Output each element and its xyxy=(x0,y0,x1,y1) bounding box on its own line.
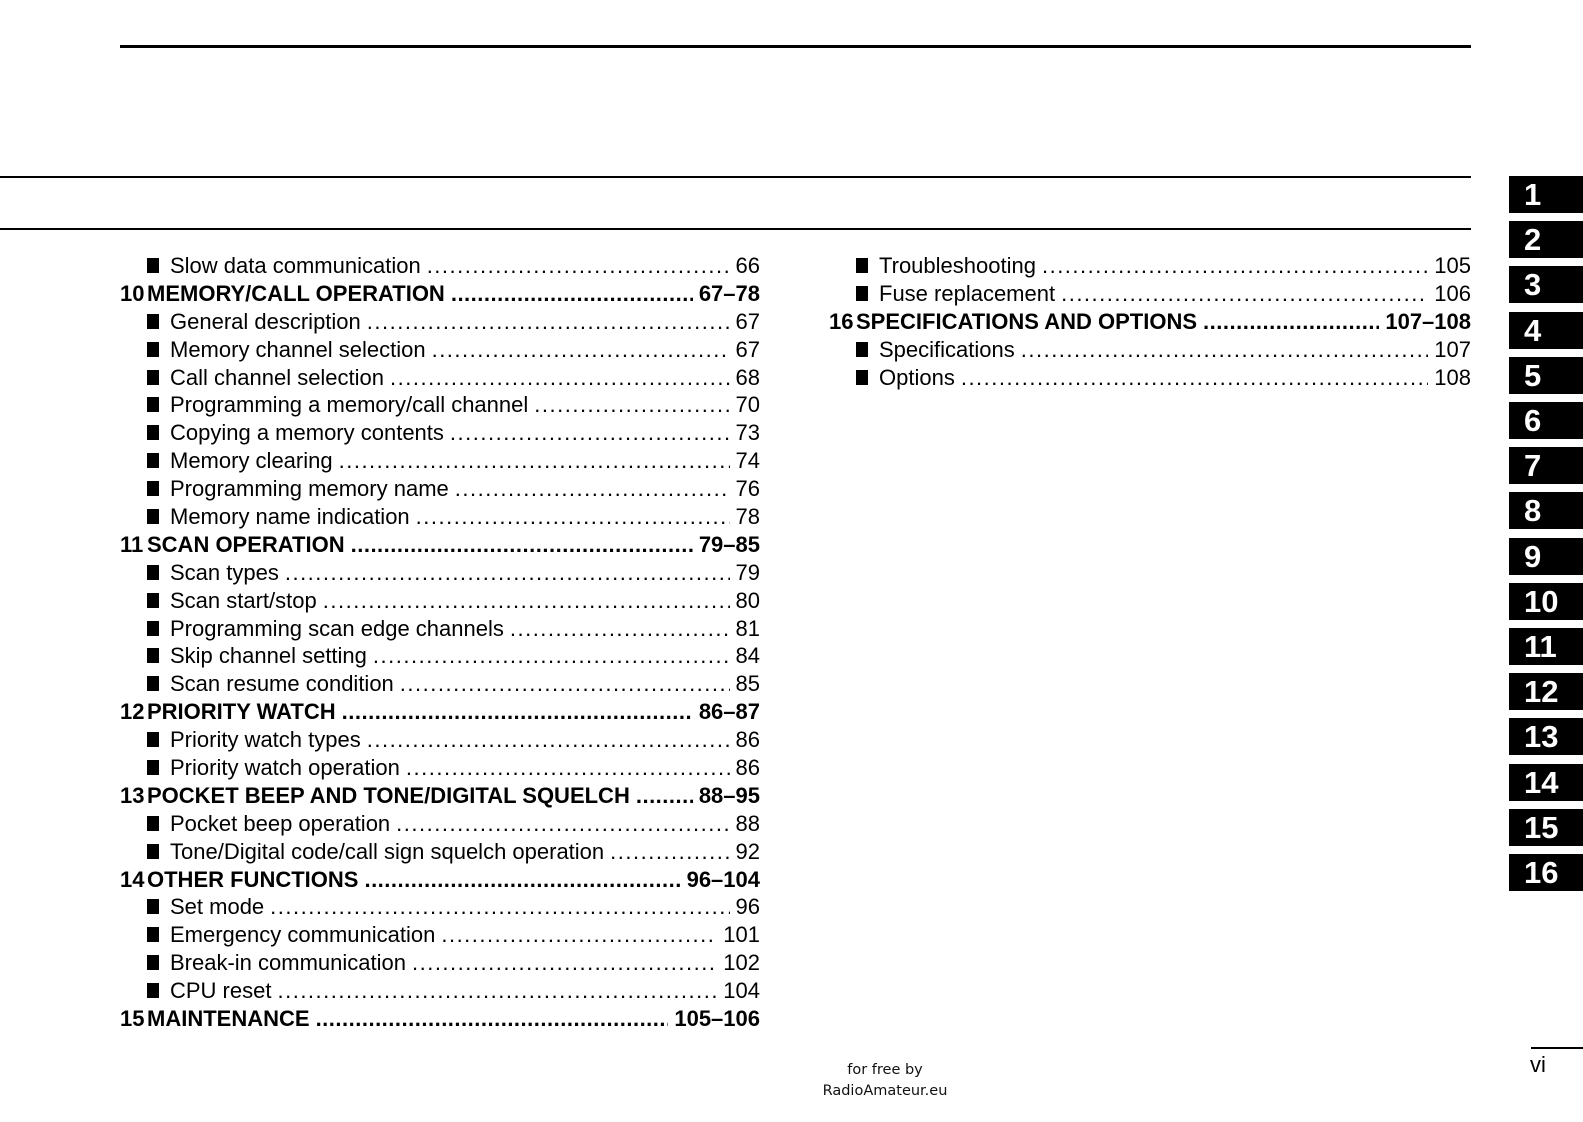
dot-leader xyxy=(961,364,1428,392)
dot-leader xyxy=(510,615,730,643)
section-tab-5[interactable]: 5 xyxy=(1509,357,1583,394)
toc-label: Memory name indication xyxy=(170,504,410,530)
toc-entry[interactable] xyxy=(120,726,760,754)
toc-page-number: 104 xyxy=(723,978,760,1004)
toc-label: Call channel selection xyxy=(170,364,385,390)
dot-leader xyxy=(416,503,730,531)
chapter-number: 11 xyxy=(120,531,144,557)
dot-leader xyxy=(534,391,729,419)
toc-label: MEMORY/CALL OPERATION xyxy=(147,280,445,306)
toc-entry[interactable] xyxy=(120,364,760,392)
toc-page-number: 105 xyxy=(1434,253,1471,278)
square-bullet-icon xyxy=(856,286,868,301)
chapter-number: 13 xyxy=(120,782,145,808)
credit-line-1: for free by xyxy=(847,1062,923,1078)
dot-leader xyxy=(316,1005,669,1033)
dot-leader xyxy=(1203,308,1379,336)
square-bullet-icon xyxy=(147,844,159,859)
toc-page-number: 105–106 xyxy=(674,1006,760,1032)
toc-page-number: 74 xyxy=(735,448,760,474)
toc-page-number: 67–78 xyxy=(698,280,760,306)
dot-leader xyxy=(636,782,693,810)
toc-page-number: 84 xyxy=(735,643,760,669)
toc-label: PRIORITY WATCH xyxy=(147,699,336,725)
square-bullet-icon xyxy=(147,983,159,998)
toc-page-number: 86–87 xyxy=(698,699,760,725)
square-bullet-icon xyxy=(147,621,159,636)
toc-entry[interactable] xyxy=(829,336,1471,364)
dot-leader xyxy=(400,670,730,698)
dot-leader xyxy=(367,308,730,336)
square-bullet-icon xyxy=(147,593,159,608)
dot-leader xyxy=(610,838,729,866)
toc-label: Fuse replacement xyxy=(879,280,1056,306)
toc-entry[interactable] xyxy=(120,642,760,670)
top-rule xyxy=(120,45,1471,48)
square-bullet-icon xyxy=(147,927,159,942)
dot-leader xyxy=(441,921,717,949)
toc-label: Specifications xyxy=(879,336,1015,362)
dot-leader xyxy=(373,642,730,670)
section-tab-6[interactable]: 6 xyxy=(1509,402,1583,439)
toc-entry[interactable] xyxy=(120,754,760,782)
toc-entry[interactable] xyxy=(120,921,760,949)
toc-chapter[interactable] xyxy=(120,866,760,894)
toc-label: Scan start/stop xyxy=(170,587,317,613)
square-bullet-icon xyxy=(147,397,159,412)
toc-entry[interactable] xyxy=(120,810,760,838)
toc-label: Memory channel selection xyxy=(170,336,426,362)
section-tab-4[interactable]: 4 xyxy=(1509,312,1583,349)
section-tab-13[interactable]: 13 xyxy=(1509,718,1583,755)
toc-label: Scan types xyxy=(170,559,279,585)
dot-leader xyxy=(450,419,730,447)
toc-entry[interactable] xyxy=(120,336,760,364)
toc-entry[interactable] xyxy=(120,475,760,503)
dot-leader xyxy=(285,559,730,587)
section-tab-1[interactable]: 1 xyxy=(1509,176,1583,213)
section-tab-8[interactable]: 8 xyxy=(1509,492,1583,529)
square-bullet-icon xyxy=(147,648,159,663)
square-bullet-icon xyxy=(147,899,159,914)
toc-label: POCKET BEEP AND TONE/DIGITAL SQUELCH xyxy=(147,782,630,808)
square-bullet-icon xyxy=(147,760,159,775)
toc-page-number: 88 xyxy=(735,810,760,836)
credit-line-2: RadioAmateur.eu xyxy=(822,1083,948,1099)
toc-label: Skip channel setting xyxy=(170,643,367,669)
square-bullet-icon xyxy=(147,425,159,440)
toc-label: Slow data communication xyxy=(170,253,421,278)
toc-page-number: 102 xyxy=(723,950,760,976)
dot-leader xyxy=(427,252,730,280)
toc-label: Priority watch types xyxy=(170,727,361,753)
section-tab-3[interactable]: 3 xyxy=(1509,266,1583,303)
toc-chapter[interactable] xyxy=(829,308,1471,336)
chapter-number: 15 xyxy=(120,1006,145,1032)
toc-label: CPU reset xyxy=(170,978,272,1004)
toc-chapter[interactable] xyxy=(120,531,760,559)
square-bullet-icon xyxy=(147,314,159,329)
dot-leader xyxy=(396,810,729,838)
toc-page-number: 92 xyxy=(735,838,760,864)
toc-label: SCAN OPERATION xyxy=(147,531,345,557)
toc-entry[interactable] xyxy=(829,252,1471,280)
header-band-top-rule xyxy=(0,176,1471,178)
toc-entry[interactable] xyxy=(120,252,760,280)
toc-page-number: 67 xyxy=(735,336,760,362)
toc-page-number: 76 xyxy=(735,476,760,502)
toc-page-number: 79–85 xyxy=(698,531,760,557)
section-tab-15[interactable]: 15 xyxy=(1509,809,1583,846)
toc-page-number: 79 xyxy=(735,559,760,585)
section-tab-16[interactable]: 16 xyxy=(1509,854,1583,891)
dot-leader xyxy=(432,336,730,364)
toc-entry[interactable] xyxy=(120,559,760,587)
section-tab-12[interactable]: 12 xyxy=(1509,673,1583,710)
section-tab-2[interactable]: 2 xyxy=(1509,221,1583,258)
toc-label: Priority watch operation xyxy=(170,755,400,781)
toc-page-number: 78 xyxy=(735,504,760,530)
toc-page-number: 73 xyxy=(735,420,760,446)
toc-page-number: 67 xyxy=(735,308,760,334)
toc-page-number: 96 xyxy=(735,894,760,920)
toc-label: Memory clearing xyxy=(170,448,333,474)
dot-leader xyxy=(455,475,730,503)
square-bullet-icon xyxy=(147,955,159,970)
toc-label: Emergency communication xyxy=(170,922,436,948)
toc-entry[interactable] xyxy=(829,280,1471,308)
toc-page-number: 88–95 xyxy=(698,782,760,808)
toc-label: General description xyxy=(170,308,361,334)
dot-leader xyxy=(1061,280,1428,308)
toc-page-number: 108 xyxy=(1434,364,1471,390)
toc-label: Break-in communication xyxy=(170,950,406,976)
square-bullet-icon xyxy=(147,453,159,468)
toc-entry[interactable] xyxy=(120,893,760,921)
section-tab-11[interactable]: 11 xyxy=(1509,628,1583,665)
square-bullet-icon xyxy=(147,732,159,747)
toc-label: Programming scan edge channels xyxy=(170,615,504,641)
dot-leader xyxy=(1021,336,1429,364)
chapter-number: 10 xyxy=(120,280,145,306)
toc-left-column xyxy=(120,252,760,1033)
toc-page-number: 70 xyxy=(735,392,760,418)
square-bullet-icon xyxy=(147,258,159,273)
square-bullet-icon xyxy=(147,342,159,357)
toc-label: Copying a memory contents xyxy=(170,420,444,446)
toc-page-number: 81 xyxy=(735,615,760,641)
square-bullet-icon xyxy=(147,565,159,580)
toc-entry[interactable] xyxy=(120,447,760,475)
dot-leader xyxy=(412,949,717,977)
chapter-number: 14 xyxy=(120,866,145,892)
toc-page-number: 66 xyxy=(735,253,760,278)
toc-entry[interactable] xyxy=(829,364,1471,392)
toc-right-column xyxy=(829,252,1471,391)
toc-label: Programming memory name xyxy=(170,476,449,502)
toc-label: Scan resume condition xyxy=(170,671,394,697)
toc-label: SPECIFICATIONS AND OPTIONS xyxy=(856,308,1198,334)
square-bullet-icon xyxy=(147,509,159,524)
toc-label: Programming a memory/call channel xyxy=(170,392,529,418)
toc-entry[interactable] xyxy=(120,977,760,1005)
dot-leader xyxy=(1042,252,1428,280)
dot-leader xyxy=(367,726,730,754)
section-tab-9[interactable]: 9 xyxy=(1509,538,1583,575)
toc-entry[interactable] xyxy=(120,949,760,977)
toc-label: Options xyxy=(879,364,955,390)
dot-leader xyxy=(342,698,693,726)
toc-page-number: 86 xyxy=(735,727,760,753)
toc-page-number: 106 xyxy=(1434,280,1471,306)
square-bullet-icon xyxy=(147,816,159,831)
toc-page-number: 107 xyxy=(1434,336,1471,362)
toc-label: Tone/Digital code/call sign squelch operation xyxy=(170,838,605,864)
toc-label: Set mode xyxy=(170,894,265,920)
dot-leader xyxy=(364,866,680,894)
toc-page-number: 96–104 xyxy=(686,866,760,892)
dot-leader xyxy=(351,531,693,559)
dot-leader xyxy=(323,587,730,615)
dot-leader xyxy=(270,893,729,921)
toc-label: Pocket beep operation xyxy=(170,810,391,836)
dot-leader xyxy=(451,280,693,308)
toc-page-number: 101 xyxy=(723,922,760,948)
square-bullet-icon xyxy=(856,342,868,357)
toc-chapter[interactable] xyxy=(120,1005,760,1033)
toc-page-number: 80 xyxy=(735,587,760,613)
square-bullet-icon xyxy=(856,370,868,385)
footer-credit xyxy=(800,1060,970,1102)
toc-page-number: 86 xyxy=(735,755,760,781)
toc-chapter[interactable] xyxy=(120,698,760,726)
header-band-bottom-rule xyxy=(0,228,1471,230)
dot-leader xyxy=(406,754,730,782)
toc-entry[interactable] xyxy=(120,587,760,615)
toc-entry[interactable] xyxy=(120,838,760,866)
section-tab-10[interactable]: 10 xyxy=(1509,583,1583,620)
toc-entry[interactable] xyxy=(120,670,760,698)
square-bullet-icon xyxy=(147,481,159,496)
toc-label: Troubleshooting xyxy=(879,253,1036,278)
dot-leader xyxy=(390,364,729,392)
toc-page-number: 85 xyxy=(735,671,760,697)
square-bullet-icon xyxy=(147,370,159,385)
toc-entry[interactable] xyxy=(120,391,760,419)
toc-entry[interactable] xyxy=(120,308,760,336)
toc-entry[interactable] xyxy=(120,419,760,447)
chapter-number: 16 xyxy=(829,308,854,334)
toc-chapter[interactable] xyxy=(120,782,760,810)
page-number-rule xyxy=(1531,1047,1583,1049)
toc-page-number: 107–108 xyxy=(1385,308,1471,334)
section-tab-7[interactable]: 7 xyxy=(1509,447,1583,484)
chapter-number: 12 xyxy=(120,699,145,725)
square-bullet-icon xyxy=(856,258,868,273)
toc-label: MAINTENANCE xyxy=(147,1006,310,1032)
toc-chapter[interactable] xyxy=(120,280,760,308)
square-bullet-icon xyxy=(147,676,159,691)
toc-label: OTHER FUNCTIONS xyxy=(147,866,359,892)
dot-leader xyxy=(339,447,730,475)
dot-leader xyxy=(277,977,717,1005)
toc-entry[interactable] xyxy=(120,615,760,643)
toc-page-number: 68 xyxy=(735,364,760,390)
page-number: vi xyxy=(1530,1052,1546,1077)
section-tab-14[interactable]: 14 xyxy=(1509,764,1583,801)
toc-entry[interactable] xyxy=(120,503,760,531)
